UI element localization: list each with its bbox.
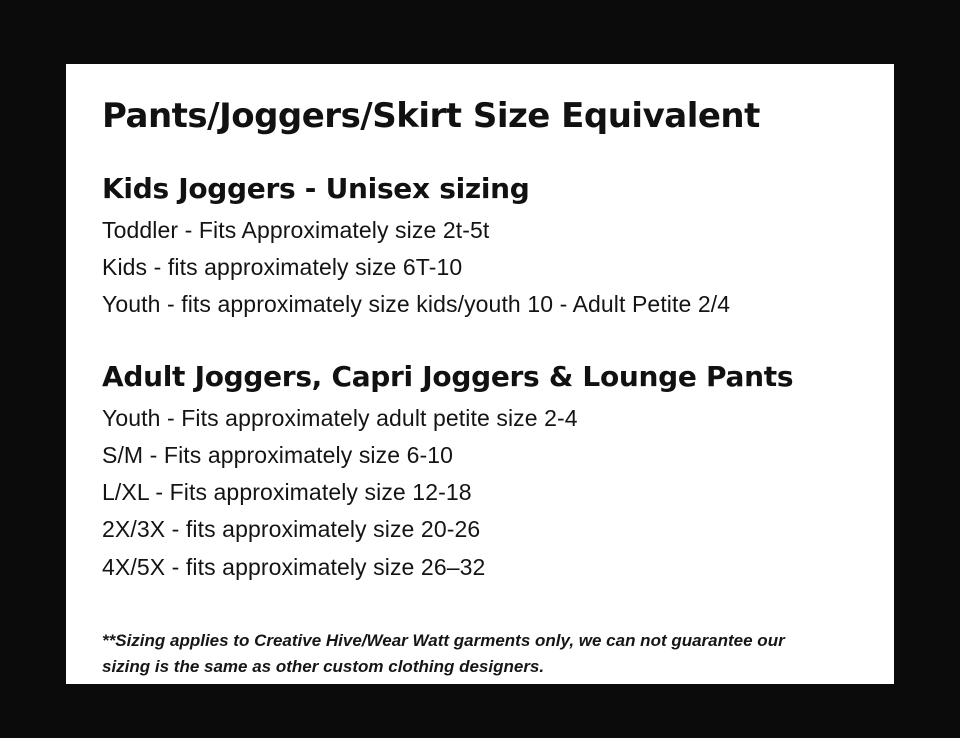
section-adult-joggers (102, 361, 858, 585)
size-line-2x3x: 2X/3X - fits approximately size 20-26 (102, 516, 481, 543)
size-line-youth: Youth - fits approximately size kids/youth 10 - Adult Petite 2/4 (102, 291, 731, 318)
size-line-adult-youth: Youth - Fits approximately adult petite size 2-4 (102, 404, 578, 431)
section-heading-adult: Adult Joggers, Capri Joggers & Lounge Pants (102, 360, 794, 394)
size-line-toddler: Toddler - Fits Approximately size 2t-5t (102, 216, 490, 243)
page-title: Pants/Joggers/Skirt Size Equivalent (102, 96, 760, 136)
size-line-kids: Kids - fits approximately size 6T-10 (102, 253, 463, 280)
size-line-lxl: L/XL - Fits approximately size 12-18 (102, 479, 472, 506)
section-heading-kids: Kids Joggers - Unisex sizing (102, 172, 530, 206)
size-chart-card (66, 64, 894, 684)
section-kids-joggers (102, 173, 858, 323)
size-line-4x5x: 4X/5X - fits approximately size 26–32 (102, 553, 486, 580)
sizing-disclaimer: **Sizing applies to Creative Hive/Wear Watt garments only, we can not guarantee our sizing is the same as other custom clothing designers. (102, 630, 785, 677)
size-line-sm: S/M - Fits approximately size 6-10 (102, 441, 454, 468)
